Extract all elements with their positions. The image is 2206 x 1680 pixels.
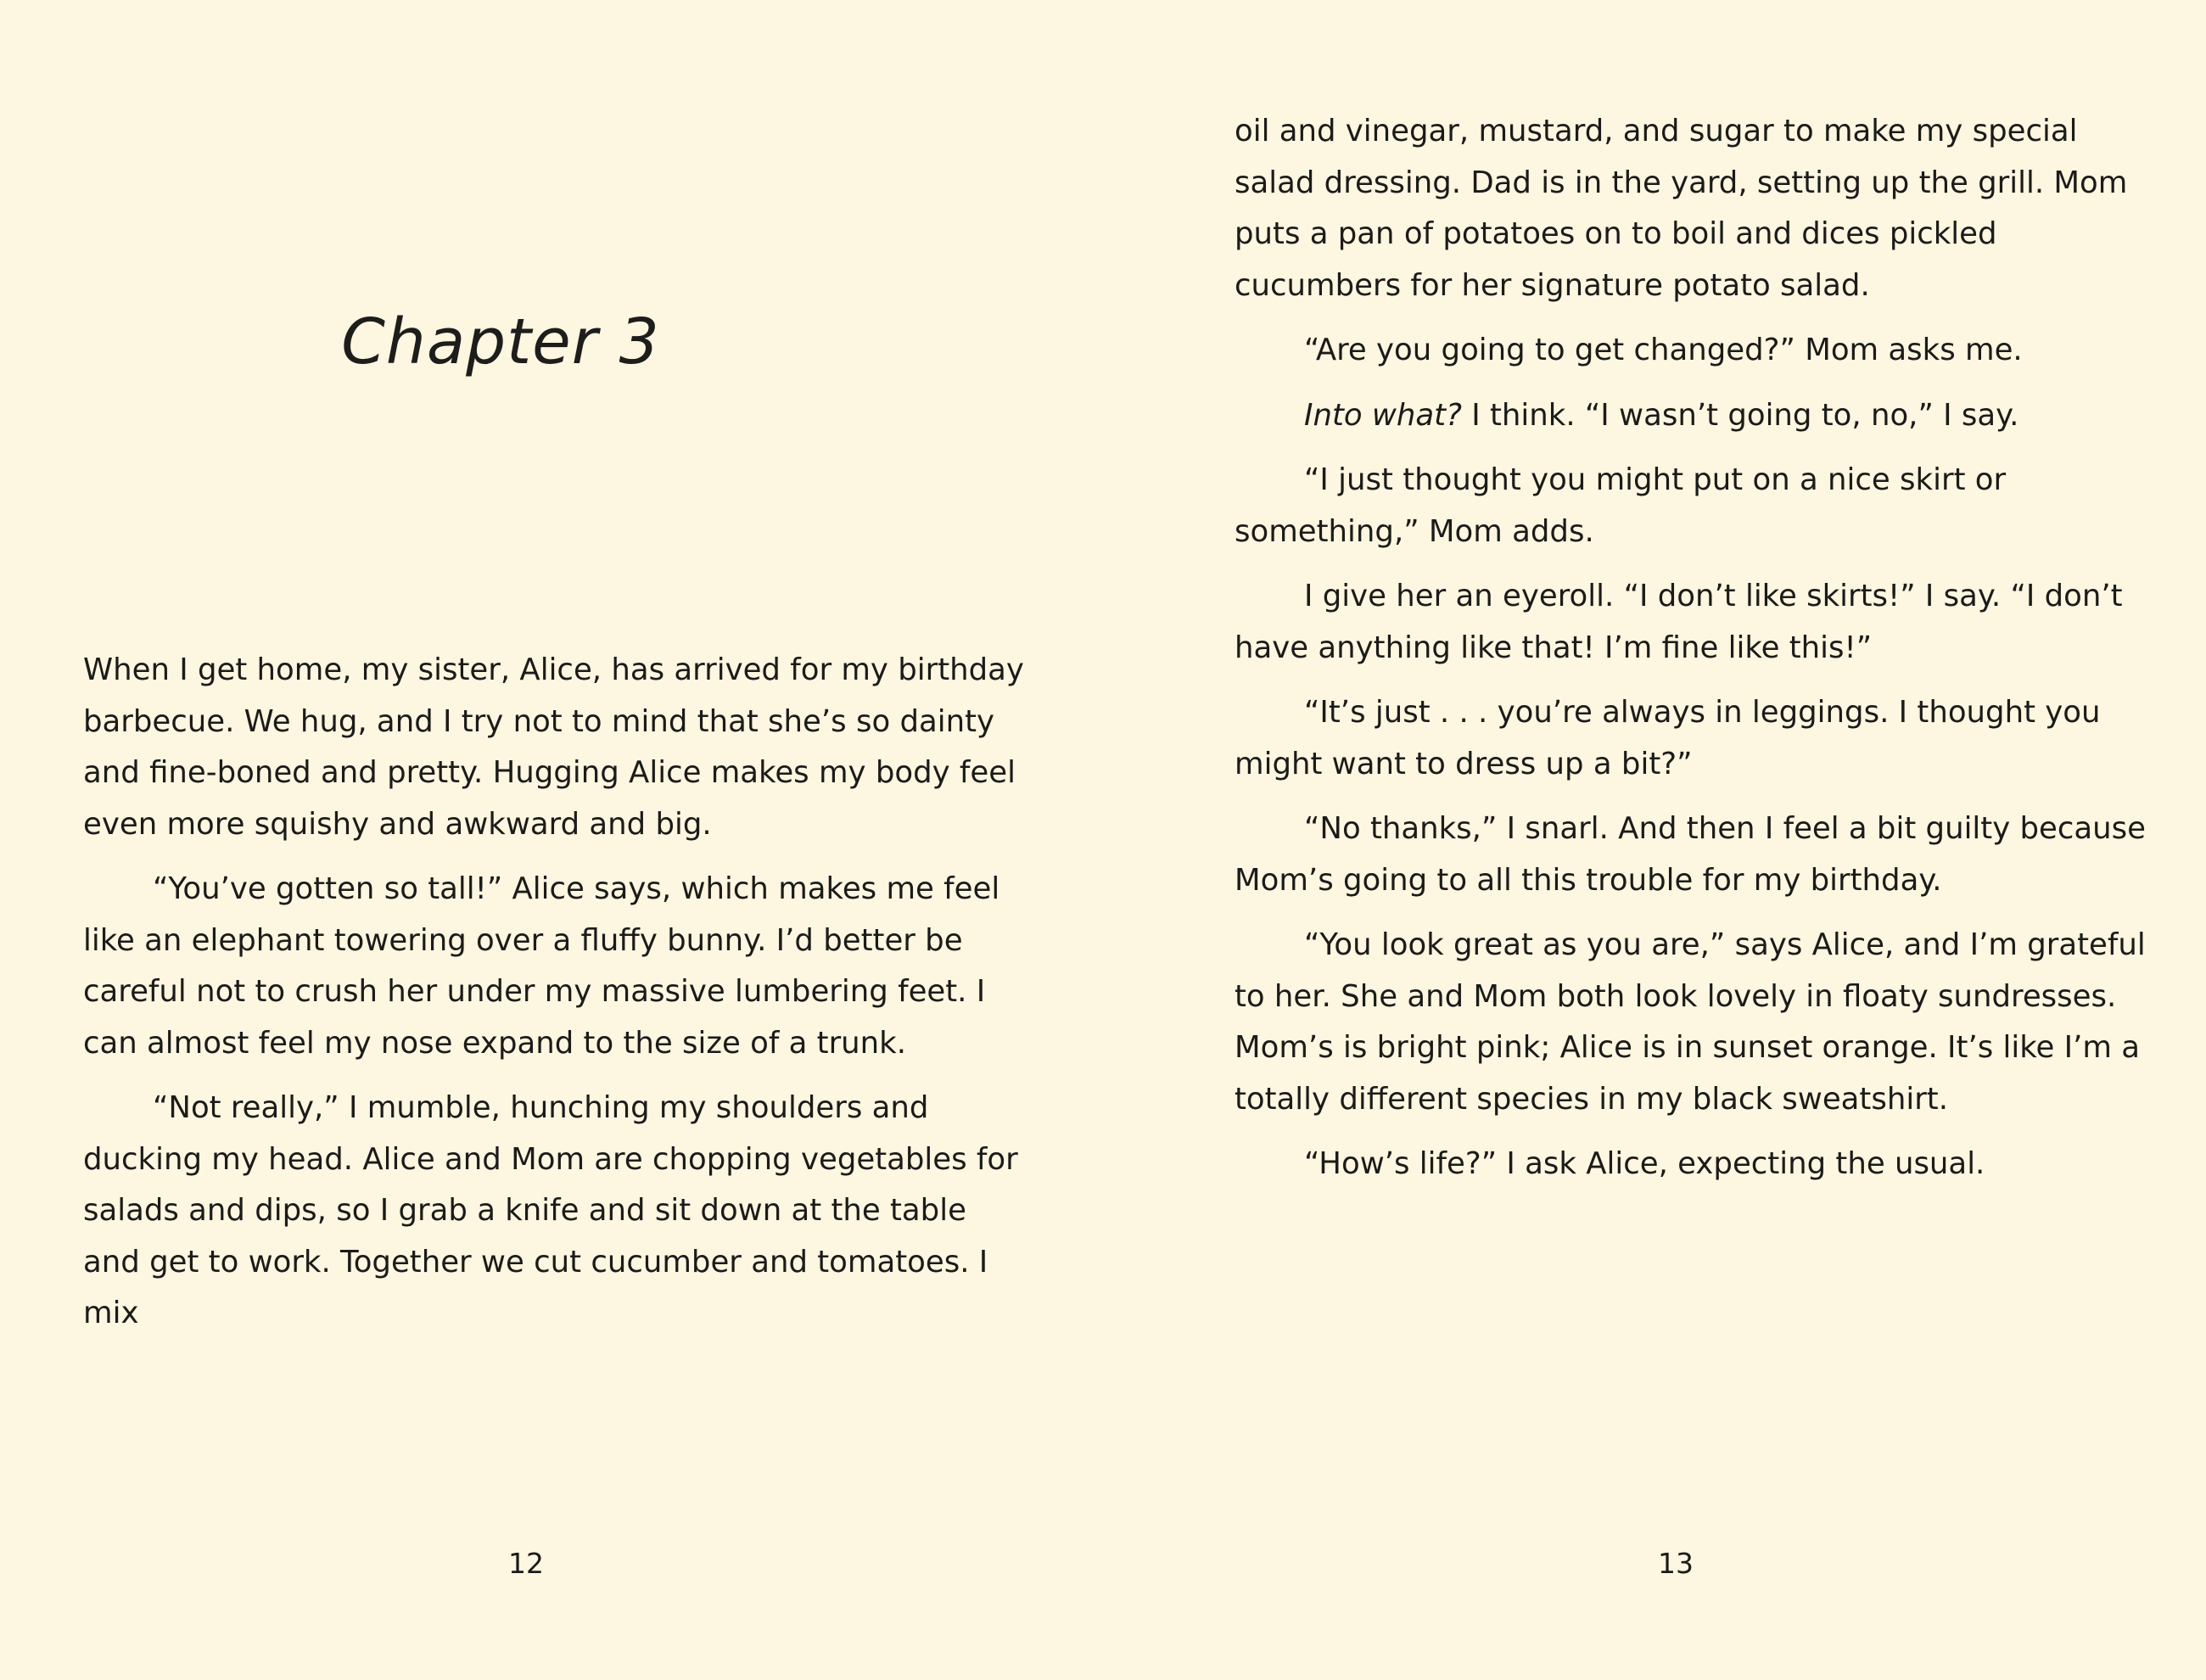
paragraph: “You’ve gotten so tall!” Alice says, which makes me feel like an elephant towering over a fluffy bunny. I’d better be careful not to crush her under my massive lumbering feet. I can almost feel my nose expand to the size of a trunk. — [83, 871, 1000, 1061]
paragraph: “I just thought you might put on a nice skirt or something,” Mom adds. — [1235, 462, 2007, 549]
paragraph — [1235, 390, 2155, 442]
right-page — [1179, 0, 2206, 1680]
page-number: 12 — [508, 1547, 544, 1580]
paragraph-rest: I think. “I wasn’t going to, no,” I say. — [1461, 397, 2019, 433]
paragraph: “Are you going to get changed?” Mom asks me. — [1304, 333, 2023, 367]
paragraph: I give her an eyeroll. “I don’t like skirts!” I say. “I don’t have anything like that! I’m fine like this!” — [1235, 579, 2123, 665]
paragraph: “No thanks,” I snarl. And then I feel a bit guilty because Mom’s going to all this trouble for my birthday. — [1235, 811, 2146, 898]
paragraph: “Not really,” I mumble, hunching my shoulders and ducking my head. Alice and Mom are chopping vegetables for salads and dips, so I grab a knife and sit down at the table and get to work. Together we cut cucumber and tomatoes. I mix — [83, 1090, 1018, 1330]
paragraph: “You look great as you are,” says Alice, and I’m grateful to her. She and Mom both look lovely in floaty sundresses. Mom’s is bright pink; Alice is in sunset orange. It’s like I’m a totally different species in my black sweatshirt. — [1235, 927, 2146, 1117]
italic-phrase: Into what? — [1304, 397, 1462, 433]
paragraph: “It’s just . . . you’re always in leggings. I thought you might want to dress up a bit?” — [1235, 695, 2101, 781]
paragraph: When I get home, my sister, Alice, has arrived for my birthday barbecue. We hug, and I try not to mind that she’s so dainty and fine-boned and pretty. Hugging Alice makes my body feel even more squishy and awkward and big. — [83, 652, 1024, 842]
right-page-body — [1235, 106, 2155, 1204]
left-page-body — [83, 645, 1029, 1353]
page-number: 13 — [1658, 1547, 1694, 1580]
chapter-heading: Chapter 3 — [341, 305, 660, 378]
paragraph: “How’s life?” I ask Alice, expecting the usual. — [1304, 1146, 1985, 1181]
paragraph: oil and vinegar, mustard, and sugar to make my special salad dressing. Dad is in the yard, setting up the grill. Mom puts a pan of potatoes on to boil and dices pickled cucumbers for her signature potato salad. — [1235, 114, 2128, 303]
